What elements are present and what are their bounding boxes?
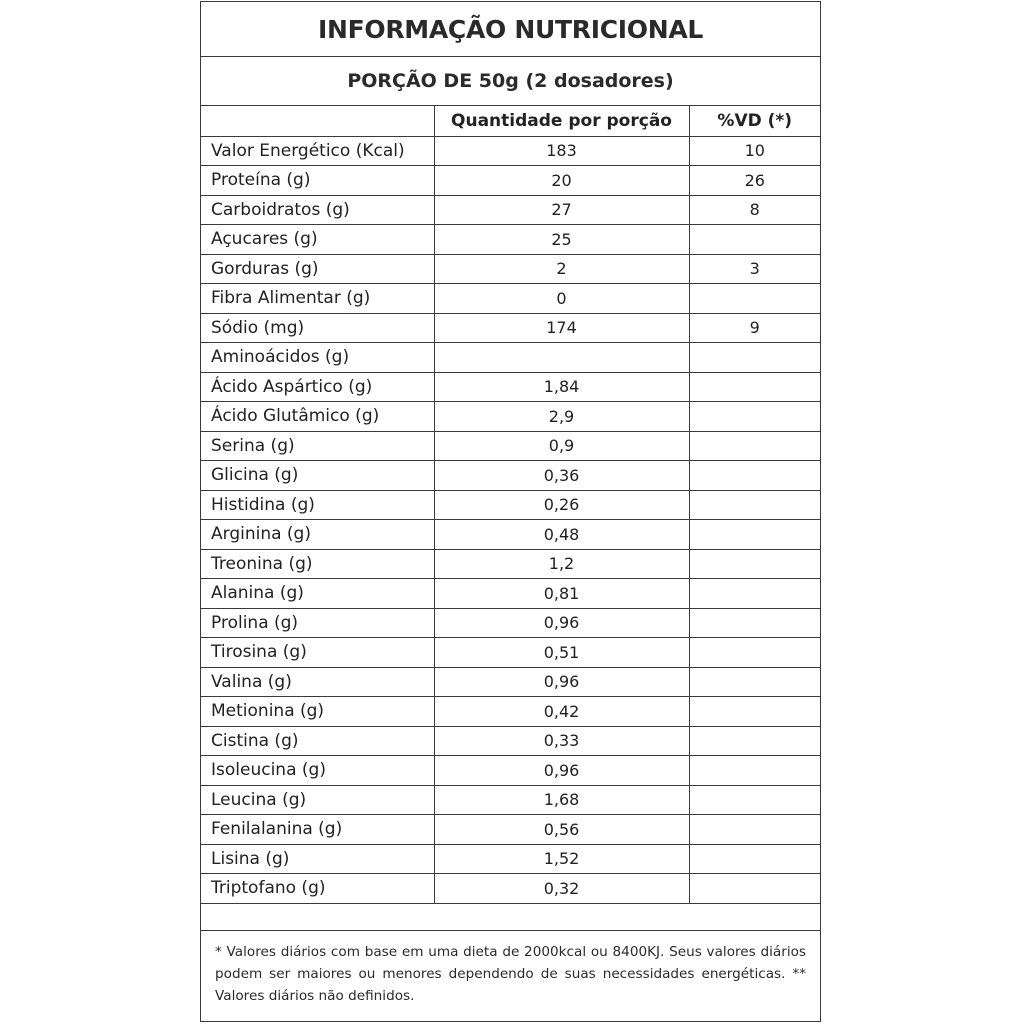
table-row: [201, 520, 820, 550]
nutrient-daily-value: [689, 402, 820, 432]
table-row: [201, 313, 820, 343]
nutrient-quantity: 0,96: [434, 667, 689, 697]
nutrient-quantity: 0,36: [434, 461, 689, 491]
nutrient-name: Açucares (g): [201, 225, 434, 255]
table-row: [201, 874, 820, 904]
table-row: [201, 225, 820, 255]
table-row: [201, 195, 820, 225]
nutrient-name: Sódio (mg): [201, 313, 434, 343]
nutrient-quantity: 1,52: [434, 844, 689, 874]
nutrient-name: Gorduras (g): [201, 254, 434, 284]
table-row: [201, 638, 820, 668]
table-row: [201, 697, 820, 727]
table-header-row: [201, 106, 820, 136]
nutrient-daily-value: 10: [689, 136, 820, 166]
table-row: [201, 608, 820, 638]
table-row: [201, 844, 820, 874]
nutrient-daily-value: [689, 785, 820, 815]
nutrient-quantity: 0,42: [434, 697, 689, 727]
nutrient-name: Triptofano (g): [201, 874, 434, 904]
header-quantity: Quantidade por porção: [434, 106, 689, 136]
label-title: INFORMAÇÃO NUTRICIONAL: [201, 2, 820, 57]
table-row: [201, 490, 820, 520]
table-row: [201, 549, 820, 579]
nutrient-daily-value: 26: [689, 166, 820, 196]
nutrient-quantity: 0,96: [434, 608, 689, 638]
nutrient-daily-value: 9: [689, 313, 820, 343]
nutrient-quantity: 1,2: [434, 549, 689, 579]
table-row: [201, 785, 820, 815]
nutrient-quantity: 2: [434, 254, 689, 284]
nutrient-quantity: 0,51: [434, 638, 689, 668]
header-nutrient: [201, 106, 434, 136]
nutrient-daily-value: [689, 431, 820, 461]
nutrient-name: Leucina (g): [201, 785, 434, 815]
nutrient-name: Metionina (g): [201, 697, 434, 727]
nutrition-table-body: [201, 136, 820, 903]
nutrient-daily-value: [689, 372, 820, 402]
table-row: [201, 815, 820, 845]
table-row: [201, 136, 820, 166]
nutrient-daily-value: [689, 225, 820, 255]
nutrient-quantity: 0,26: [434, 490, 689, 520]
table-row: [201, 372, 820, 402]
nutrient-name: Carboidratos (g): [201, 195, 434, 225]
nutrient-name: Fenilalanina (g): [201, 815, 434, 845]
nutrient-daily-value: [689, 638, 820, 668]
table-row: [201, 402, 820, 432]
nutrient-quantity: 25: [434, 225, 689, 255]
table-row: [201, 284, 820, 314]
nutrient-name: Arginina (g): [201, 520, 434, 550]
nutrient-quantity: 1,68: [434, 785, 689, 815]
nutrient-name: Fibra Alimentar (g): [201, 284, 434, 314]
nutrient-quantity: 1,84: [434, 372, 689, 402]
nutrient-name: Tirosina (g): [201, 638, 434, 668]
nutrient-daily-value: [689, 343, 820, 373]
nutrient-daily-value: [689, 726, 820, 756]
nutrient-daily-value: [689, 844, 820, 874]
footnote: * Valores diários com base em uma dieta de 2000kcal ou 8400KJ. Seus valores diários podem ser maiores ou menores dependendo de suas necessidades energéticas. ** Valores diários não definidos.: [201, 930, 820, 1021]
table-row: [201, 254, 820, 284]
nutrient-quantity: 0,48: [434, 520, 689, 550]
nutrient-quantity: 0,32: [434, 874, 689, 904]
nutrition-facts-panel: [200, 1, 821, 1022]
nutrient-daily-value: [689, 874, 820, 904]
table-row: [201, 667, 820, 697]
table-row: [201, 166, 820, 196]
table-row: [201, 431, 820, 461]
nutrient-name: Histidina (g): [201, 490, 434, 520]
table-row: [201, 343, 820, 373]
table-row: [201, 461, 820, 491]
nutrient-daily-value: [689, 461, 820, 491]
nutrient-quantity: 0,9: [434, 431, 689, 461]
nutrient-name: Lisina (g): [201, 844, 434, 874]
nutrient-name: Prolina (g): [201, 608, 434, 638]
nutrient-quantity: 0,96: [434, 756, 689, 786]
nutrient-name: Valina (g): [201, 667, 434, 697]
table-row: [201, 756, 820, 786]
nutrient-name: Isoleucina (g): [201, 756, 434, 786]
nutrient-daily-value: 8: [689, 195, 820, 225]
nutrient-daily-value: [689, 490, 820, 520]
nutrient-name: Ácido Aspártico (g): [201, 372, 434, 402]
nutrient-quantity: 0,56: [434, 815, 689, 845]
nutrient-name: Cistina (g): [201, 726, 434, 756]
nutrient-quantity: 0,81: [434, 579, 689, 609]
nutrient-quantity: [434, 343, 689, 373]
nutrient-name: Serina (g): [201, 431, 434, 461]
nutrient-daily-value: [689, 549, 820, 579]
nutrient-daily-value: [689, 579, 820, 609]
nutrient-name: Valor Energético (Kcal): [201, 136, 434, 166]
nutrient-daily-value: 3: [689, 254, 820, 284]
nutrient-name: Proteína (g): [201, 166, 434, 196]
table-row: [201, 726, 820, 756]
nutrition-table: [201, 106, 820, 904]
nutrient-quantity: 0: [434, 284, 689, 314]
portion-size: PORÇÃO DE 50g (2 dosadores): [201, 57, 820, 106]
nutrient-quantity: 2,9: [434, 402, 689, 432]
nutrient-name: Glicina (g): [201, 461, 434, 491]
nutrient-daily-value: [689, 284, 820, 314]
nutrient-daily-value: [689, 608, 820, 638]
table-row: [201, 579, 820, 609]
nutrient-quantity: 0,33: [434, 726, 689, 756]
nutrient-quantity: 27: [434, 195, 689, 225]
nutrient-quantity: 20: [434, 166, 689, 196]
nutrient-daily-value: [689, 667, 820, 697]
nutrient-daily-value: [689, 815, 820, 845]
nutrient-daily-value: [689, 756, 820, 786]
nutrient-quantity: 183: [434, 136, 689, 166]
nutrient-name: Ácido Glutâmico (g): [201, 402, 434, 432]
nutrient-name: Alanina (g): [201, 579, 434, 609]
nutrient-daily-value: [689, 520, 820, 550]
nutrient-quantity: 174: [434, 313, 689, 343]
nutrient-name: Treonina (g): [201, 549, 434, 579]
nutrient-daily-value: [689, 697, 820, 727]
nutrient-name: Aminoácidos (g): [201, 343, 434, 373]
header-daily-value: %VD (*): [689, 106, 820, 136]
